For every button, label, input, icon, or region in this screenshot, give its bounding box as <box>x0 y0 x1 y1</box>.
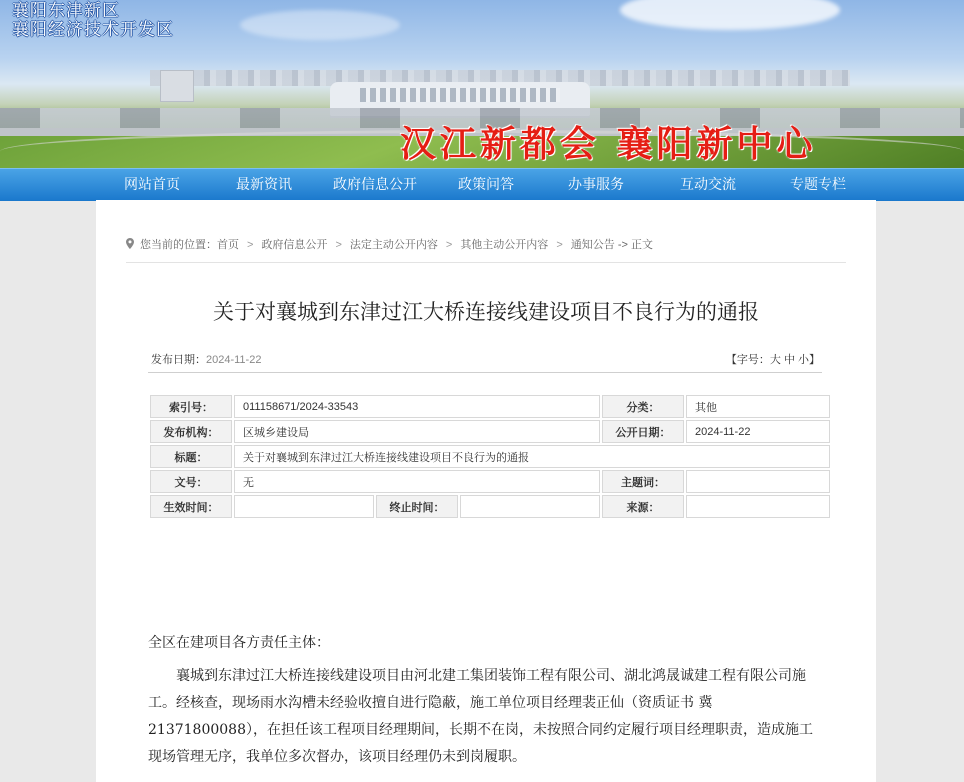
nav-item-topics[interactable]: 专题专栏 <box>790 176 846 192</box>
breadcrumb-other[interactable]: 其他主动公开内容 <box>460 239 549 251</box>
breadcrumb-divider <box>126 262 846 263</box>
sky-cloud <box>240 10 400 40</box>
category-value: 其他 <box>686 395 830 418</box>
subject-label: 标题： <box>150 445 232 468</box>
org-label: 发布机构： <box>150 420 232 443</box>
source-label: 来源： <box>602 495 684 518</box>
breadcrumb-gov-info[interactable]: 政府信息公开 <box>261 239 328 251</box>
header-banner <box>0 0 964 168</box>
table-row <box>150 395 830 418</box>
expire-value <box>460 495 600 518</box>
index-value: 011158671/2024-33543 <box>234 395 600 418</box>
breadcrumb-separator: > <box>556 239 563 251</box>
publish-date <box>151 351 261 367</box>
article-body <box>148 630 823 771</box>
table-row <box>150 420 830 443</box>
breadcrumb-notices[interactable]: 通知公告 <box>570 239 615 251</box>
font-size-large[interactable]: 大 <box>769 354 781 366</box>
date-divider <box>148 372 822 373</box>
location-pin-icon <box>126 238 134 249</box>
sky-cloud <box>620 0 840 30</box>
table-row <box>150 495 830 518</box>
table-row <box>150 445 830 468</box>
nav-item-policy-qa[interactable]: 政策问答 <box>458 176 514 192</box>
font-size-medium[interactable]: 中 <box>783 354 795 366</box>
main-nav <box>0 168 964 201</box>
metadata-table <box>148 393 832 520</box>
org-value: 区城乡建设局 <box>234 420 600 443</box>
breadcrumb-separator: > <box>247 239 254 251</box>
docno-value: 无 <box>234 470 600 493</box>
font-size-switcher <box>726 351 820 367</box>
keyword-value <box>686 470 830 493</box>
body-paragraph: 襄城到东津过江大桥连接线建设项目由河北建工集团装饰工程有限公司、湖北鸿晟诚建工程有限公司施工。经核查，现场雨水沟槽未经验收擅自进行隐蔽，施工单位项目经理裴正仙（资质证书 冀21371800088），在担任该工程项目经理期间，长期不在岗，未按照合同约定履行项目经理职责，造成施工现场管理无序，我单位多次督办，该项目经理仍未到岗履职。 <box>148 668 813 765</box>
subject-value: 关于对襄城到东津过江大桥连接线建设项目不良行为的通报 <box>234 445 830 468</box>
region-title[interactable] <box>12 2 174 40</box>
effective-value <box>234 495 374 518</box>
breadcrumb <box>126 236 653 252</box>
source-value <box>686 495 830 518</box>
article-title: 关于对襄城到东津过江大桥连接线建设项目不良行为的通报 <box>213 301 759 324</box>
table-row <box>150 470 830 493</box>
breadcrumb-separator: > <box>335 239 342 251</box>
keyword-label: 主题词： <box>602 470 684 493</box>
font-size-open: 【字号： <box>725 354 770 366</box>
docno-label: 文号： <box>150 470 232 493</box>
breadcrumb-separator: > <box>445 239 453 251</box>
breadcrumb-home[interactable]: 首页 <box>217 239 239 251</box>
pubdate-label: 公开日期： <box>602 420 684 443</box>
nav-item-interaction[interactable]: 互动交流 <box>680 176 736 192</box>
breadcrumb-prefix: 您当前的位置： <box>140 239 217 251</box>
tower-building <box>160 70 194 102</box>
body-salutation: 全区在建项目各方责任主体： <box>148 635 330 651</box>
nav-item-home[interactable]: 网站首页 <box>124 176 180 192</box>
breadcrumb-statutory[interactable]: 法定主动公开内容 <box>349 239 438 251</box>
station-facade <box>360 88 560 102</box>
category-label: 分类： <box>602 395 684 418</box>
publish-date-value: 2024-11-22 <box>206 354 262 366</box>
index-label: 索引号： <box>150 395 232 418</box>
nav-item-news[interactable]: 最新资讯 <box>236 176 292 192</box>
font-size-close: 】 <box>809 354 820 366</box>
breadcrumb-current: -> 正文 <box>617 239 653 251</box>
nav-item-gov-info[interactable]: 政府信息公开 <box>333 176 417 192</box>
pubdate-value: 2024-11-22 <box>686 420 830 443</box>
region-line-1: 襄阳东津新区 <box>12 1 120 21</box>
effective-label: 生效时间： <box>150 495 232 518</box>
publish-date-label: 发布日期： <box>151 354 206 366</box>
region-line-2: 襄阳经济技术开发区 <box>12 20 174 40</box>
nav-item-services[interactable]: 办事服务 <box>568 176 624 192</box>
banner-slogan: 汉江新都会 襄阳新中心 <box>400 123 817 165</box>
font-size-small[interactable]: 小 <box>798 354 809 366</box>
expire-label: 终止时间： <box>376 495 458 518</box>
content-panel <box>96 200 876 782</box>
